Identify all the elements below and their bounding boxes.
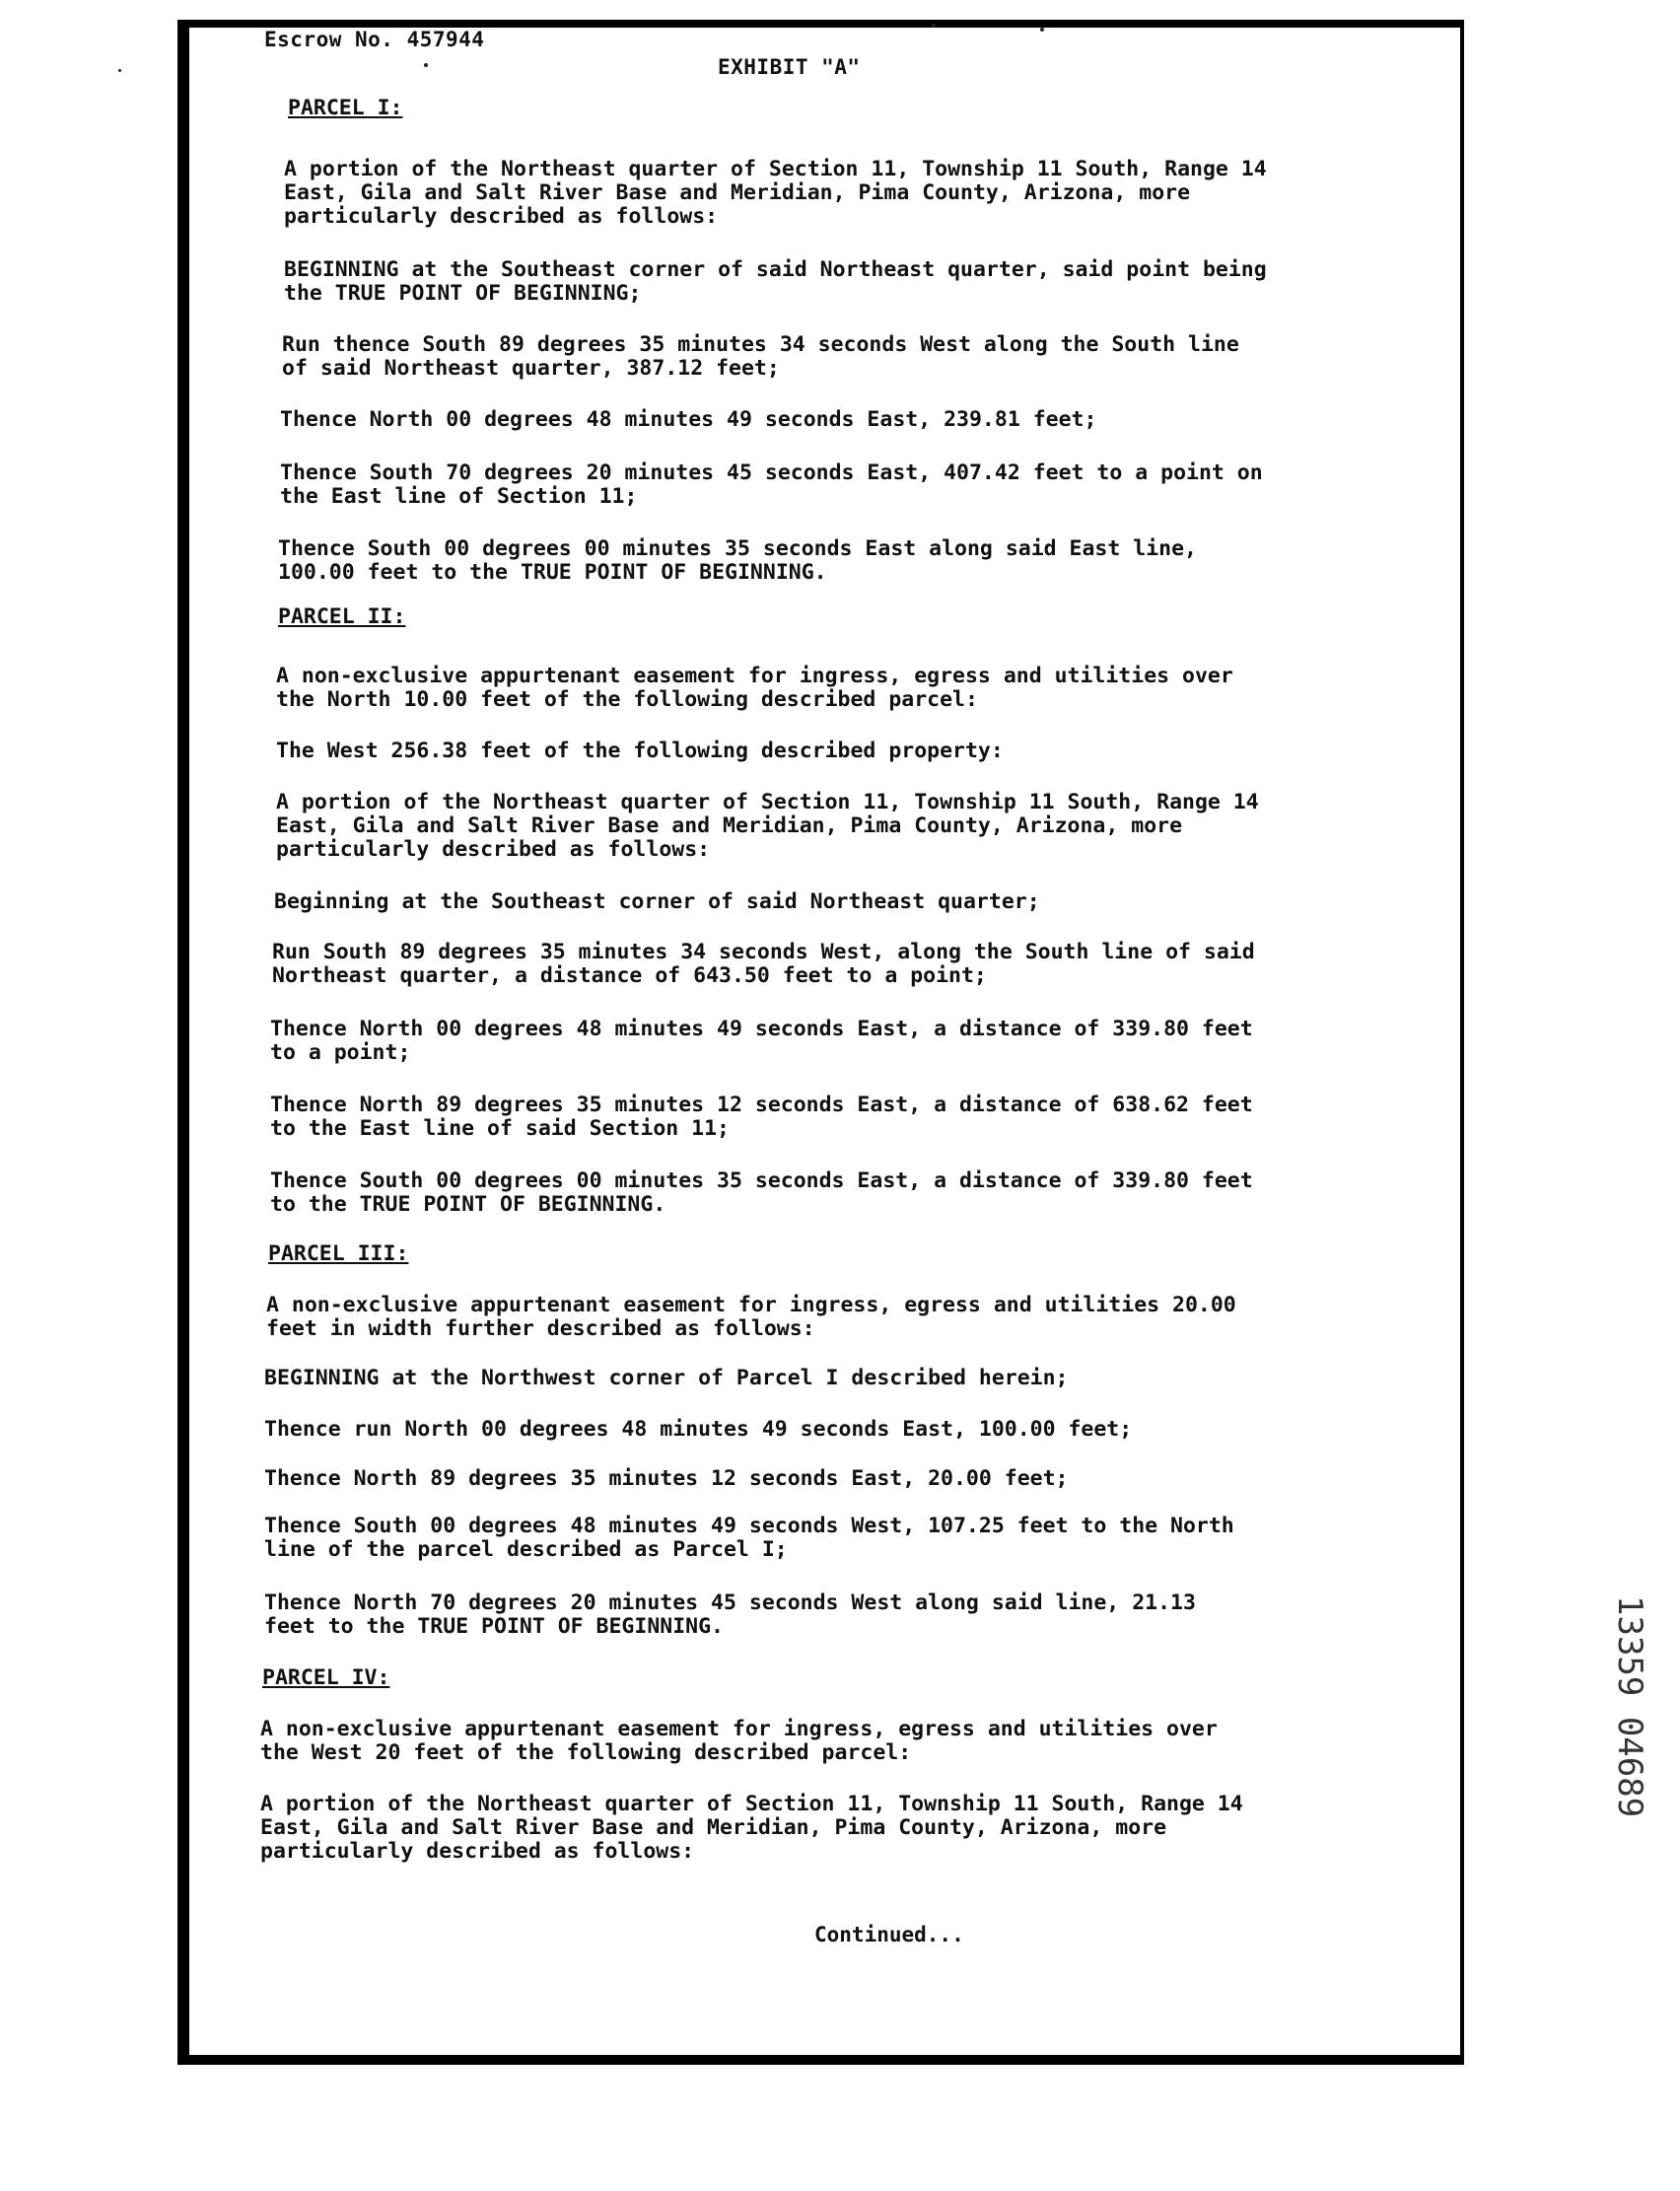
margin-stamp-number <box>1597 1595 1656 1822</box>
paragraph: The West 256.38 feet of the following described property: <box>276 739 1004 763</box>
scan-speck <box>424 63 428 67</box>
paragraph: Thence South 00 degrees 48 minutes 49 seconds West, 107.25 feet to the North line of the parcel described as Parcel I; <box>264 1514 1234 1562</box>
paragraph: Thence South 00 degrees 00 minutes 35 seconds East, a distance of 339.80 feet to the TRUE POINT OF BEGINNING. <box>270 1168 1253 1217</box>
paragraph: Run thence South 89 degrees 35 minutes 34 seconds West along the South line of said Northeast quarter, 387.12 feet; <box>282 332 1239 381</box>
paragraph: BEGINNING at the Southeast corner of said Northeast quarter, said point being the TRUE POINT OF BEGINNING; <box>284 257 1267 306</box>
paragraph: A non-exclusive appurtenant easement for ingress, egress and utilities over the North 10.00 feet of the following described parcel: <box>276 664 1233 712</box>
parcel-heading: PARCEL III: <box>268 1241 409 1266</box>
paragraph: Thence North 00 degrees 48 minutes 49 seconds East, 239.81 feet; <box>280 407 1097 432</box>
escrow-number: Escrow No. 457944 <box>264 28 485 51</box>
paragraph: A non-exclusive appurtenant easement for ingress, egress and utilities over the West 20 feet of the following described parcel: <box>260 1717 1218 1765</box>
paragraph: Thence North 89 degrees 35 minutes 12 seconds East, a distance of 638.62 feet to the East line of said Section 11; <box>270 1093 1253 1141</box>
scan-speck <box>932 24 936 28</box>
exhibit-title: EXHIBIT "A" <box>718 55 861 79</box>
paragraph: A portion of the Northeast quarter of Section 11, Township 11 South, Range 14 East, Gila and Salt River Base and Meridian, Pima County, Arizona, more particularly described as follows: <box>284 157 1267 229</box>
paragraph: Beginning at the Southeast corner of said Northeast quarter; <box>274 889 1040 914</box>
paragraph: Thence North 00 degrees 48 minutes 49 seconds East, a distance of 339.80 feet to a point; <box>270 1017 1253 1065</box>
paragraph: BEGINNING at the Northwest corner of Parcel I described herein; <box>264 1366 1069 1390</box>
margin-stamp-text: 13359 04689 <box>1610 1595 1649 1818</box>
parcel-heading: PARCEL IV: <box>262 1665 390 1690</box>
paragraph: Thence South 00 degrees 00 minutes 35 seconds East along said East line, 100.00 feet to the TRUE POINT OF BEGINNING. <box>278 536 1197 585</box>
scan-speck <box>118 69 121 72</box>
paragraph: A portion of the Northeast quarter of Section 11, Township 11 South, Range 14 East, Gila and Salt River Base and Meridian, Pima County, Arizona, more particularly described as follows: <box>276 790 1259 862</box>
paragraph: Thence North 70 degrees 20 minutes 45 seconds West along said line, 21.13 feet to the TRUE POINT OF BEGINNING. <box>264 1590 1196 1639</box>
parcel-heading: PARCEL I: <box>288 96 403 120</box>
paragraph: A portion of the Northeast quarter of Section 11, Township 11 South, Range 14 East, Gila and Salt River Base and Meridian, Pima County, Arizona, more particularly described as follows: <box>260 1792 1243 1864</box>
continued-note: Continued... <box>814 1923 964 1946</box>
paragraph: Thence South 70 degrees 20 minutes 45 seconds East, 407.42 feet to a point on the East line of Section 11; <box>280 460 1263 509</box>
paragraph: A non-exclusive appurtenant easement for ingress, egress and utilities 20.00 feet in width further described as follows: <box>266 1293 1236 1341</box>
paragraph: Thence North 89 degrees 35 minutes 12 seconds East, 20.00 feet; <box>264 1466 1069 1491</box>
paragraph: Thence run North 00 degrees 48 minutes 49 seconds East, 100.00 feet; <box>264 1417 1133 1442</box>
parcel-heading: PARCEL II: <box>278 604 406 629</box>
scan-speck <box>1040 28 1044 32</box>
paragraph: Run South 89 degrees 35 minutes 34 seconds West, along the South line of said Northeast quarter, a distance of 643.50 feet to a point; <box>272 940 1255 988</box>
